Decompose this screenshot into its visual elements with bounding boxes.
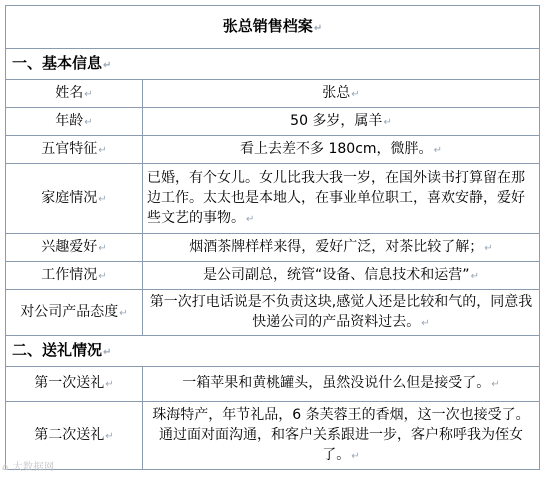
row-value: 张总↵ [143, 80, 540, 108]
document-title-text: 张总销售档案 [222, 16, 313, 35]
paragraph-mark-icon: ↵ [84, 116, 93, 128]
paragraph-mark-icon: ↵ [484, 242, 493, 254]
row-label: 五官特征↵ [6, 136, 143, 164]
row-label: 兴趣爱好↵ [6, 234, 143, 262]
paragraph-mark-icon: ↵ [119, 307, 128, 319]
row-value: 第一次打电话说是不负责这块,感觉人还是比较和气的，同意我快递公司的产品资料过去。↵ [143, 290, 540, 336]
section-heading [6, 49, 540, 80]
table-row [6, 136, 540, 164]
paragraph-mark-icon: ↵ [491, 379, 500, 390]
paragraph-mark-icon: ↵ [98, 193, 107, 205]
table-row [6, 367, 540, 402]
paragraph-mark-icon: ↵ [351, 450, 360, 462]
document-title [6, 6, 540, 49]
table-row [6, 108, 540, 136]
paragraph-mark-icon: ↵ [313, 22, 323, 34]
table-row [6, 402, 540, 470]
watermark-icon: ⌂ [2, 462, 9, 473]
paragraph-mark-icon: ↵ [84, 88, 93, 100]
row-label: 第二次送礼↵ [6, 402, 143, 470]
table-row [6, 164, 540, 234]
section-heading-text: 二、送礼情况 [12, 340, 103, 359]
paragraph-mark-icon: ↵ [98, 144, 107, 156]
row-value: 是公司副总，统管“设备、信息技术和运营”↵ [143, 262, 540, 290]
section-heading-text: 一、基本信息 [12, 53, 103, 72]
table-row [6, 290, 540, 336]
row-value: 珠海特产，年节礼品，6 条芙蓉王的香烟，这一次也接受了。通过面对面沟通，和客户关系跟进一步，客户称呼我为侄女了。↵ [143, 402, 540, 470]
row-label: 年龄↵ [6, 108, 143, 136]
title-row [6, 6, 540, 49]
paragraph-mark-icon: ↵ [103, 346, 112, 358]
section-heading [6, 336, 540, 367]
paragraph-mark-icon: ↵ [470, 270, 479, 282]
row-label: 姓名↵ [6, 80, 143, 108]
paragraph-mark-icon: ↵ [383, 116, 392, 128]
table-row [6, 234, 540, 262]
table-row [6, 80, 540, 108]
row-label: 家庭情况↵ [6, 164, 143, 234]
watermark-text: 大数据网 [12, 462, 55, 473]
paragraph-mark-icon: ↵ [351, 88, 360, 100]
row-value: 烟酒茶牌样样来得，爱好广泛，对茶比较了解；↵ [143, 234, 540, 262]
table-row [6, 262, 540, 290]
row-value: 一箱苹果和黄桃罐头，虽然没说什么但是接受了。↵ [143, 367, 540, 402]
row-value: 已婚，有个女儿。女儿比我大我一岁，在国外读书打算留在那边工作。太太也是本地人，在事业单位职工，喜欢安静，爱好些文艺的事物。↵ [143, 164, 540, 234]
paragraph-mark-icon: ↵ [103, 59, 112, 71]
paragraph-mark-icon: ↵ [98, 270, 107, 282]
paragraph-mark-icon: ↵ [98, 242, 107, 254]
row-label: 工作情况↵ [6, 262, 143, 290]
row-value: 看上去差不多 180cm，微胖。↵ [143, 136, 540, 164]
section-heading-row [6, 49, 540, 80]
row-label: 第一次送礼↵ [6, 367, 143, 402]
section-heading-row [6, 336, 540, 367]
row-label: 对公司产品态度↵ [6, 290, 143, 336]
watermark-logo [2, 458, 55, 473]
paragraph-mark-icon: ↵ [421, 317, 430, 329]
paragraph-mark-icon: ↵ [433, 144, 442, 156]
paragraph-mark-icon: ↵ [246, 213, 255, 225]
sales-profile-table [5, 5, 540, 470]
paragraph-mark-icon: ↵ [105, 379, 114, 390]
row-value: 50 多岁，属羊↵ [143, 108, 540, 136]
paragraph-mark-icon: ↵ [105, 430, 114, 442]
